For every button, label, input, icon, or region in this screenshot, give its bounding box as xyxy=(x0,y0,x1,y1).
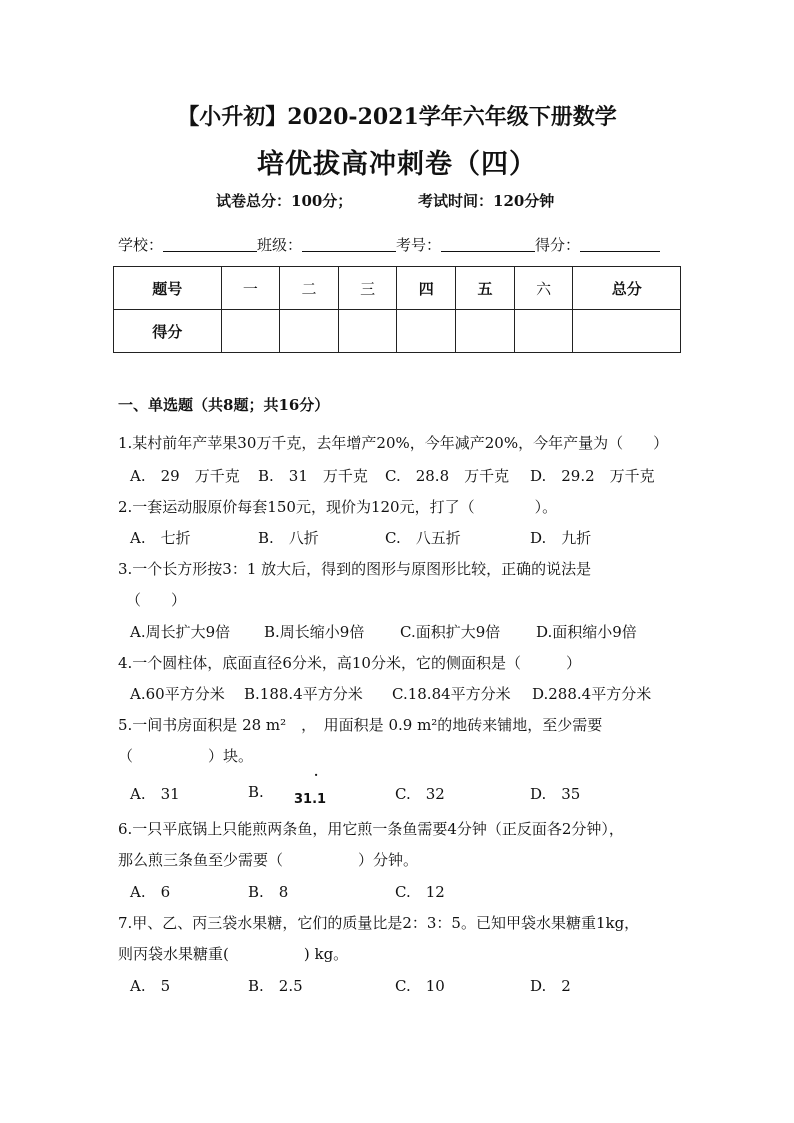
option-d[interactable]: D.288.4平方分米 xyxy=(532,685,652,703)
option-b[interactable]: B. xyxy=(248,783,264,801)
student-info-line xyxy=(118,234,660,255)
option-b[interactable]: B. 2.5 xyxy=(248,977,303,995)
table-cell: 二 xyxy=(280,267,339,310)
option-c[interactable]: C.18.84平方分米 xyxy=(392,685,511,703)
score-input-cell[interactable] xyxy=(397,310,456,353)
option-d[interactable]: D. 2 xyxy=(530,977,571,995)
question-stem-continuation: 那么煎三条鱼至少需要（ ）分钟。 xyxy=(118,851,419,869)
exam-title-line2: 培优拔高冲刺卷（四） xyxy=(257,149,537,180)
option-d[interactable]: D.面积缩小9倍 xyxy=(536,623,637,641)
option-c[interactable]: C. 28.8 万千克 xyxy=(385,467,510,485)
option-a[interactable]: A.60平方分米 xyxy=(130,685,225,703)
score-table xyxy=(113,266,681,353)
option-a[interactable]: A. 31 xyxy=(130,785,180,803)
table-cell: 四 xyxy=(397,267,456,310)
option-d[interactable]: D. 35 xyxy=(530,785,581,803)
question-stem-continuation: （ ） xyxy=(126,591,187,609)
table-cell: 五 xyxy=(456,267,515,310)
option-c[interactable]: C. 八五折 xyxy=(385,529,461,547)
option-a[interactable]: A.周长扩大9倍 xyxy=(130,623,231,641)
question-stem: 7.甲、乙、丙三袋水果糖，它们的质量比是2：3：5。已知甲袋水果糖重1kg， xyxy=(118,914,640,932)
option-b[interactable]: B. 8 xyxy=(248,883,289,901)
exam-time-text: 考试时间：120分钟 xyxy=(418,192,555,210)
option-a[interactable]: A. 5 xyxy=(130,977,171,995)
score-label: 得分： xyxy=(535,236,581,254)
table-cell: 总分 xyxy=(573,267,681,310)
question-stem: 3.一个长方形按3：1 放大后，得到的图形与原图形比较，正确的说法是 xyxy=(118,560,592,578)
repeating-decimal-dot: · xyxy=(314,768,319,782)
table-cell: 一 xyxy=(221,267,280,310)
option-b[interactable]: B. 31 万千克 xyxy=(258,467,368,485)
option-d[interactable]: D. 29.2 万千克 xyxy=(530,467,655,485)
question-stem: 2.一套运动服原价每套150元，现价为120元，打了（ ）。 xyxy=(118,498,558,516)
exam-title-line1: 【小升初】2020-2021学年六年级下册数学 xyxy=(177,104,617,130)
score-input-cell[interactable] xyxy=(514,310,573,353)
table-cell: 六 xyxy=(514,267,573,310)
option-a[interactable]: A. 6 xyxy=(130,883,171,901)
exam-no-blank xyxy=(441,237,535,252)
score-input-cell[interactable] xyxy=(456,310,515,353)
question-stem: 6.一只平底锅上只能煎两条鱼，用它煎一条鱼需要4分钟（正反面各2分钟）， xyxy=(118,820,624,838)
question-stem-continuation: 则丙袋水果糖重( ) kg。 xyxy=(118,945,349,963)
score-input-cell[interactable] xyxy=(338,310,397,353)
table-cell: 题号 xyxy=(114,267,222,310)
score-input-cell[interactable] xyxy=(573,310,681,353)
exam-no-label: 考号： xyxy=(396,236,442,254)
school-blank xyxy=(163,237,257,252)
score-table-score-row xyxy=(114,310,681,353)
option-b[interactable]: B.188.4平方分米 xyxy=(244,685,363,703)
option-c[interactable]: C.面积扩大9倍 xyxy=(400,623,501,641)
option-d[interactable]: D. 九折 xyxy=(530,529,592,547)
score-table-header-row xyxy=(114,267,681,310)
option-a[interactable]: A. 七折 xyxy=(130,529,191,547)
class-label: 班级： xyxy=(257,236,303,254)
table-cell: 三 xyxy=(338,267,397,310)
score-blank xyxy=(580,237,660,252)
score-input-cell[interactable] xyxy=(221,310,280,353)
repeating-decimal-value: 31.1 xyxy=(294,792,327,807)
option-c[interactable]: C. 32 xyxy=(395,785,445,803)
table-cell: 得分 xyxy=(114,310,222,353)
question-stem: 5.一间书房面积是 28 m² ， 用面积是 0.9 m²的地砖来铺地，至少需要 xyxy=(118,716,603,734)
question-stem-continuation: （ ）块。 xyxy=(118,747,254,765)
class-blank xyxy=(302,237,396,252)
option-c[interactable]: C. 12 xyxy=(395,883,445,901)
option-a[interactable]: A. 29 万千克 xyxy=(130,467,240,485)
option-b[interactable]: B.周长缩小9倍 xyxy=(264,623,365,641)
section-title: 一、单选题（共8题；共16分） xyxy=(118,396,330,414)
question-stem: 4.一个圆柱体，底面直径6分米，高10分米，它的侧面积是（ ） xyxy=(118,654,581,672)
total-score-text: 试卷总分：100分； xyxy=(216,192,353,210)
school-label: 学校： xyxy=(118,236,164,254)
score-input-cell[interactable] xyxy=(280,310,339,353)
option-b[interactable]: B. 八折 xyxy=(258,529,319,547)
question-stem: 1.某村前年产苹果30万千克，去年增产20%，今年减产20%，今年产量为（ ） xyxy=(118,434,669,452)
option-c[interactable]: C. 10 xyxy=(395,977,445,995)
